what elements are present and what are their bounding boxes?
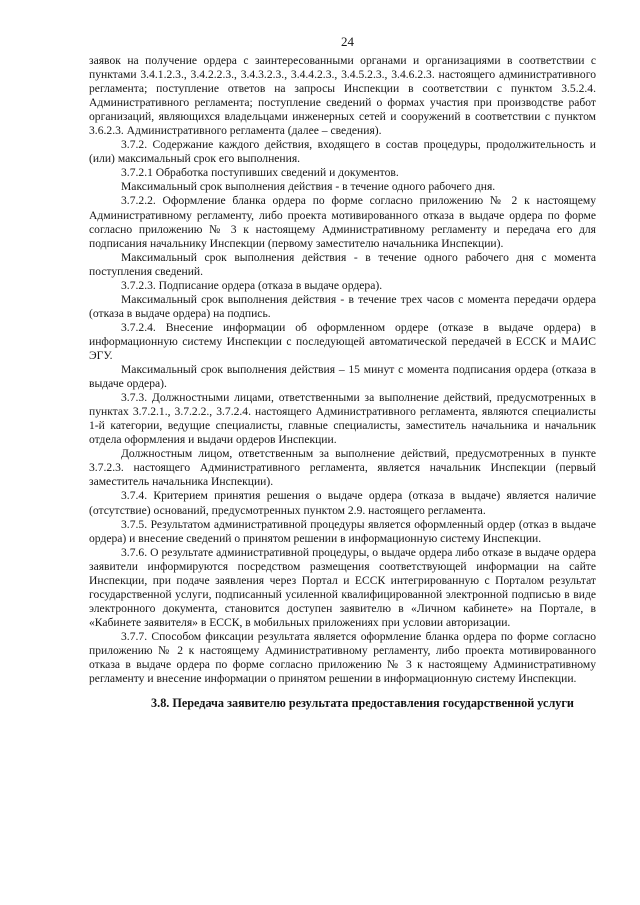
page-number: 24 bbox=[341, 34, 354, 49]
paragraph: 3.7.2.3. Подписание ордера (отказа в выдаче ордера). bbox=[121, 278, 383, 292]
paragraph: 3.7.5. Результатом административной процедуры является оформленный ордер (отказ в выдаче ордера) и внесение сведений о принятом решении в информационную систему Инспекции. bbox=[89, 517, 596, 545]
section-heading: 3.8. Передача заявителю результата предоставления государственной услуги bbox=[151, 696, 574, 711]
paragraph: 3.7.3. Должностными лицами, ответственными за выполнение действий, предусмотренных в пунктах 3.7.2.1., 3.7.2.2., 3.7.2.4. настоящего Административного регламента, являются специалисты 1-й категории, ведущие специалисты, главные специалисты, заместитель начальника и начальник отдела оформления и выдачи ордеров Инспекции. bbox=[89, 391, 596, 447]
paragraph: 3.7.2.4. Внесение информации об оформленном ордере (отказе в выдаче ордера) в информационную систему Инспекции с последующей автоматической передачей в ЕССК и МАИС ЭГУ. bbox=[89, 320, 596, 362]
paragraph: 3.7.7. Способом фиксации результата является оформление бланка ордера по форме согласно приложению № 2 к настоящему Административному регламенту, либо проекта мотивированного отказа в выдаче ордера по форме согласно приложению № 3 к настоящему Административному регламенту и внесение информации о принятом решении в информационную систему Инспекции. bbox=[89, 629, 596, 686]
body-text bbox=[89, 54, 596, 686]
paragraph: Максимальный срок выполнения действия - в течение трех часов с момента передачи ордера (отказа в выдаче ордера) на подпись. bbox=[89, 292, 596, 320]
paragraph: Максимальный срок выполнения действия – 15 минут с момента подписания ордера (отказа в выдаче ордера). bbox=[89, 363, 596, 391]
paragraph: заявок на получение ордера с заинтересованными органами и организациями в соответствии с пунктами 3.4.1.2.3., 3.4.2.2.3., 3.4.3.2.3., 3.4.4.2.3., 3.4.5.2.3., 3.4.6.2.3. настоящего административного регламента; поступление ответов на запросы Инспекции в соответствии с пунктом 3.5.2.4. Административного регламента; поступление сведений о формах участия при производстве работ организаций, являющихся владельцами инженерных сетей и сооружений в соответствии с пунктом 3.6.2.3. Административного регламента (далее – сведения). bbox=[89, 54, 596, 138]
paragraph: Максимальный срок выполнения действия - в течение одного рабочего дня. bbox=[121, 180, 496, 194]
paragraph: Максимальный срок выполнения действия - в течение одного рабочего дня с момента поступления сведений. bbox=[89, 250, 596, 278]
paragraph: 3.7.2.2. Оформление бланка ордера по форме согласно приложению № 2 к настоящему Административному регламенту, либо проекта мотивированного отказа в выдаче ордера по форме согласно приложению № 3 к настоящему Административному регламенту и передача его для подписания начальнику Инспекции (первому заместителю начальника Инспекции). bbox=[89, 194, 596, 250]
paragraph: 3.7.2.1 Обработка поступивших сведений и документов. bbox=[121, 166, 399, 180]
paragraph: 3.7.6. О результате административной процедуры, о выдаче ордера либо отказе в выдаче ордера заявители информируются посредством размещения соответствующей информации на сайте Инспекции, при подаче заявления через Портал и ЕССК интегрированную с Порталом результат государственной услуги, подписанный усиленной квалифицированной электронной подписью в виде электронного документа, становится доступен заявителю в «Личном кабинете» на Портале, в «Кабинете заявителя» в ЕССК, в мобильных приложениях при условии авторизации. bbox=[89, 545, 596, 629]
paragraph: 3.7.2. Содержание каждого действия, входящего в состав процедуры, продолжительность и (или) максимальный срок его выполнения. bbox=[89, 138, 596, 166]
paragraph: 3.7.4. Критерием принятия решения о выдаче ордера (отказа в выдаче) является наличие (отсутствие) оснований, предусмотренных пунктом 2.9. настоящего регламента. bbox=[89, 489, 596, 517]
paragraph: Должностным лицом, ответственным за выполнение действий, предусмотренных в пункте 3.7.2.3. настоящего Административного регламента, является начальник Инспекции (первый заместитель начальника Инспекции). bbox=[89, 447, 596, 489]
